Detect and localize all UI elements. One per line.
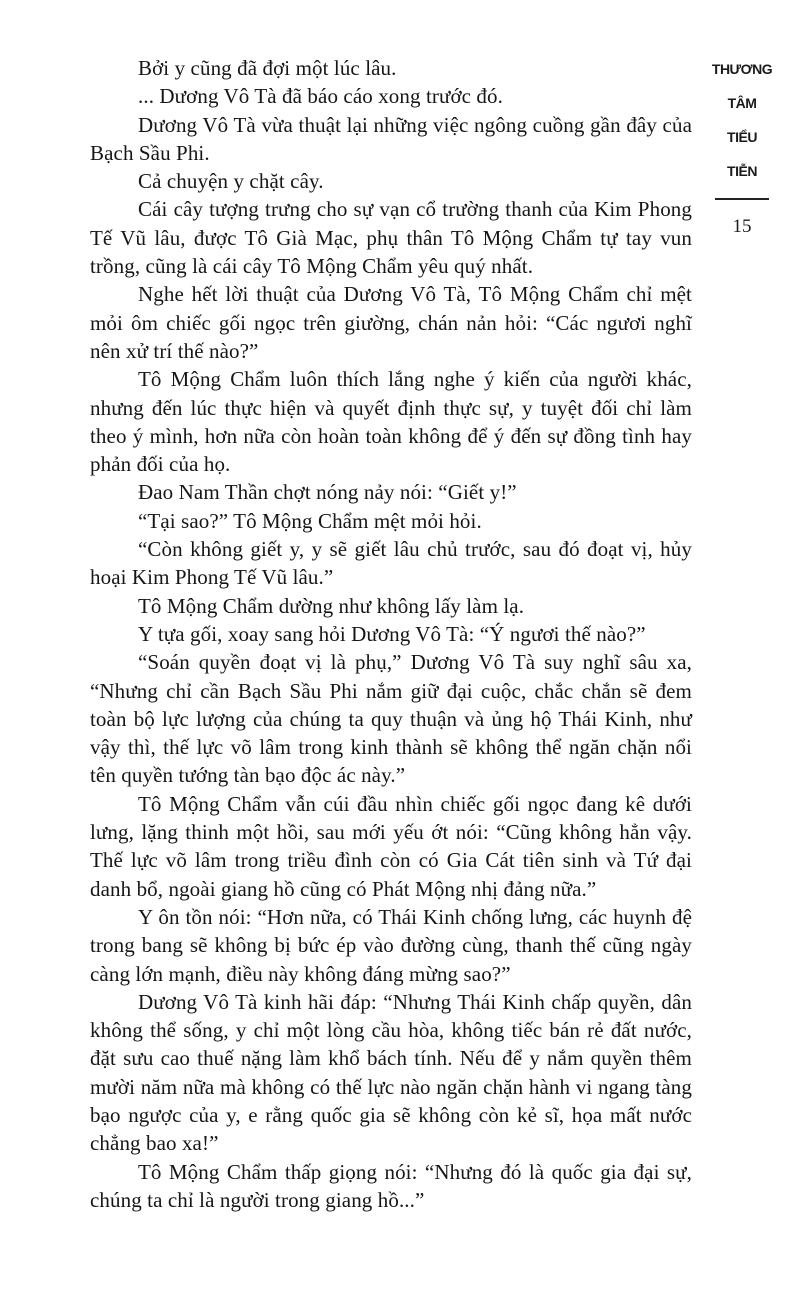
paragraph: Tô Mộng Chẩm dường như không lấy làm lạ. (138, 593, 525, 618)
paragraph: “Tại sao?” Tô Mộng Chẩm mệt mỏi hỏi. (138, 508, 482, 533)
paragraph: Dương Vô Tà vừa thuật lại những việc ngông cuồng gần đây của Bạch Sầu Phi. (90, 112, 692, 165)
page-number: 15 (732, 216, 752, 237)
paragraph: ... Dương Vô Tà đã báo cáo xong trước đó. (138, 84, 503, 109)
running-title-word: THƯƠNG (711, 61, 773, 77)
running-title-word: TIỄN (727, 163, 757, 179)
paragraph: Dương Vô Tà kinh hãi đáp: “Nhưng Thái Kinh chấp quyền, dân không thể sống, y chỉ một lòng cầu hòa, không tiếc bán rẻ đất nước, đặt sưu cao thuế nặng làm khổ bách tính. Nếu để y nắm quyền thêm mười năm nữa mà không có thế lực nào ngăn chặn hành vi ngang tàng bạo ngược của y, e rằng quốc gia sẽ không còn kẻ sĩ, họa mất nước chẳng bao xa!” (90, 989, 692, 1156)
divider-line (715, 198, 769, 200)
running-title-word: TÂM (727, 95, 757, 111)
paragraph: Y tựa gối, xoay sang hỏi Dương Vô Tà: “Ý ngươi thế nào?” (138, 621, 646, 646)
paragraph: Đao Nam Thần chợt nóng nảy nói: “Giết y!” (138, 480, 517, 505)
paragraph: Cả chuyện y chặt cây. (138, 169, 324, 194)
paragraph: “Soán quyền đoạt vị là phụ,” Dương Vô Tà suy nghĩ sâu xa, “Nhưng chỉ cần Bạch Sầu Phi nắm giữ đại cuộc, chắc chắn sẽ đem toàn bộ lực lượng của chúng ta quy thuận và ủng hộ Thái Kinh, như vậy thì, thế lực võ lâm trong kinh thành sẽ không thể ngăn chặn nổi tên quyền tướng tàn bạo độc ác này.” (90, 650, 692, 788)
margin-running-header (704, 60, 780, 238)
paragraph: Tô Mộng Chẩm luôn thích lắng nghe ý kiến của người khác, nhưng đến lúc thực hiện và quyết định thực sự, y tuyệt đối chỉ làm theo ý mình, hơn nữa còn hoàn toàn không để ý đến sự đồng tình hay phản đối của họ. (90, 367, 692, 477)
paragraph: Nghe hết lời thuật của Dương Vô Tà, Tô Mộng Chẩm chỉ mệt mỏi ôm chiếc gối ngọc trên giường, chán nản hỏi: “Các ngươi nghĩ nên xử trí thế nào?” (90, 282, 692, 363)
paragraph: Tô Mộng Chẩm thấp giọng nói: “Nhưng đó là quốc gia đại sự, chúng ta chỉ là người trong giang hồ...” (90, 1159, 692, 1212)
paragraph: Tô Mộng Chẩm vẫn cúi đầu nhìn chiếc gối ngọc đang kê dưới lưng, lặng thinh một hồi, sau mới yếu ớt nói: “Cũng không hẳn vậy. Thế lực võ lâm trong triều đình còn có Gia Cát tiên sinh và Tứ đại danh bổ, ngoài giang hồ cũng có Phát Mộng nhị đảng nữa.” (90, 791, 692, 901)
paragraph: “Còn không giết y, y sẽ giết lâu chủ trước, sau đó đoạt vị, hủy hoại Kim Phong Tế Vũ lâu.” (90, 537, 692, 590)
paragraph: Bởi y cũng đã đợi một lúc lâu. (138, 56, 397, 80)
paragraph: Y ôn tồn nói: “Hơn nữa, có Thái Kinh chống lưng, các huynh đệ trong bang sẽ không bị bức ép vào đường cùng, thanh thế cũng ngày càng lớn mạnh, điều này không đáng mừng sao?” (90, 904, 692, 986)
body-text (90, 54, 692, 1214)
paragraph: Cái cây tượng trưng cho sự vạn cổ trường thanh của Kim Phong Tế Vũ lâu, được Tô Già Mạc, phụ thân Tô Mộng Chẩm tự tay vun trồng, cũng là cái cây Tô Mộng Chẩm yêu quý nhất. (90, 197, 692, 279)
running-title-word: TIỂU (727, 129, 757, 145)
